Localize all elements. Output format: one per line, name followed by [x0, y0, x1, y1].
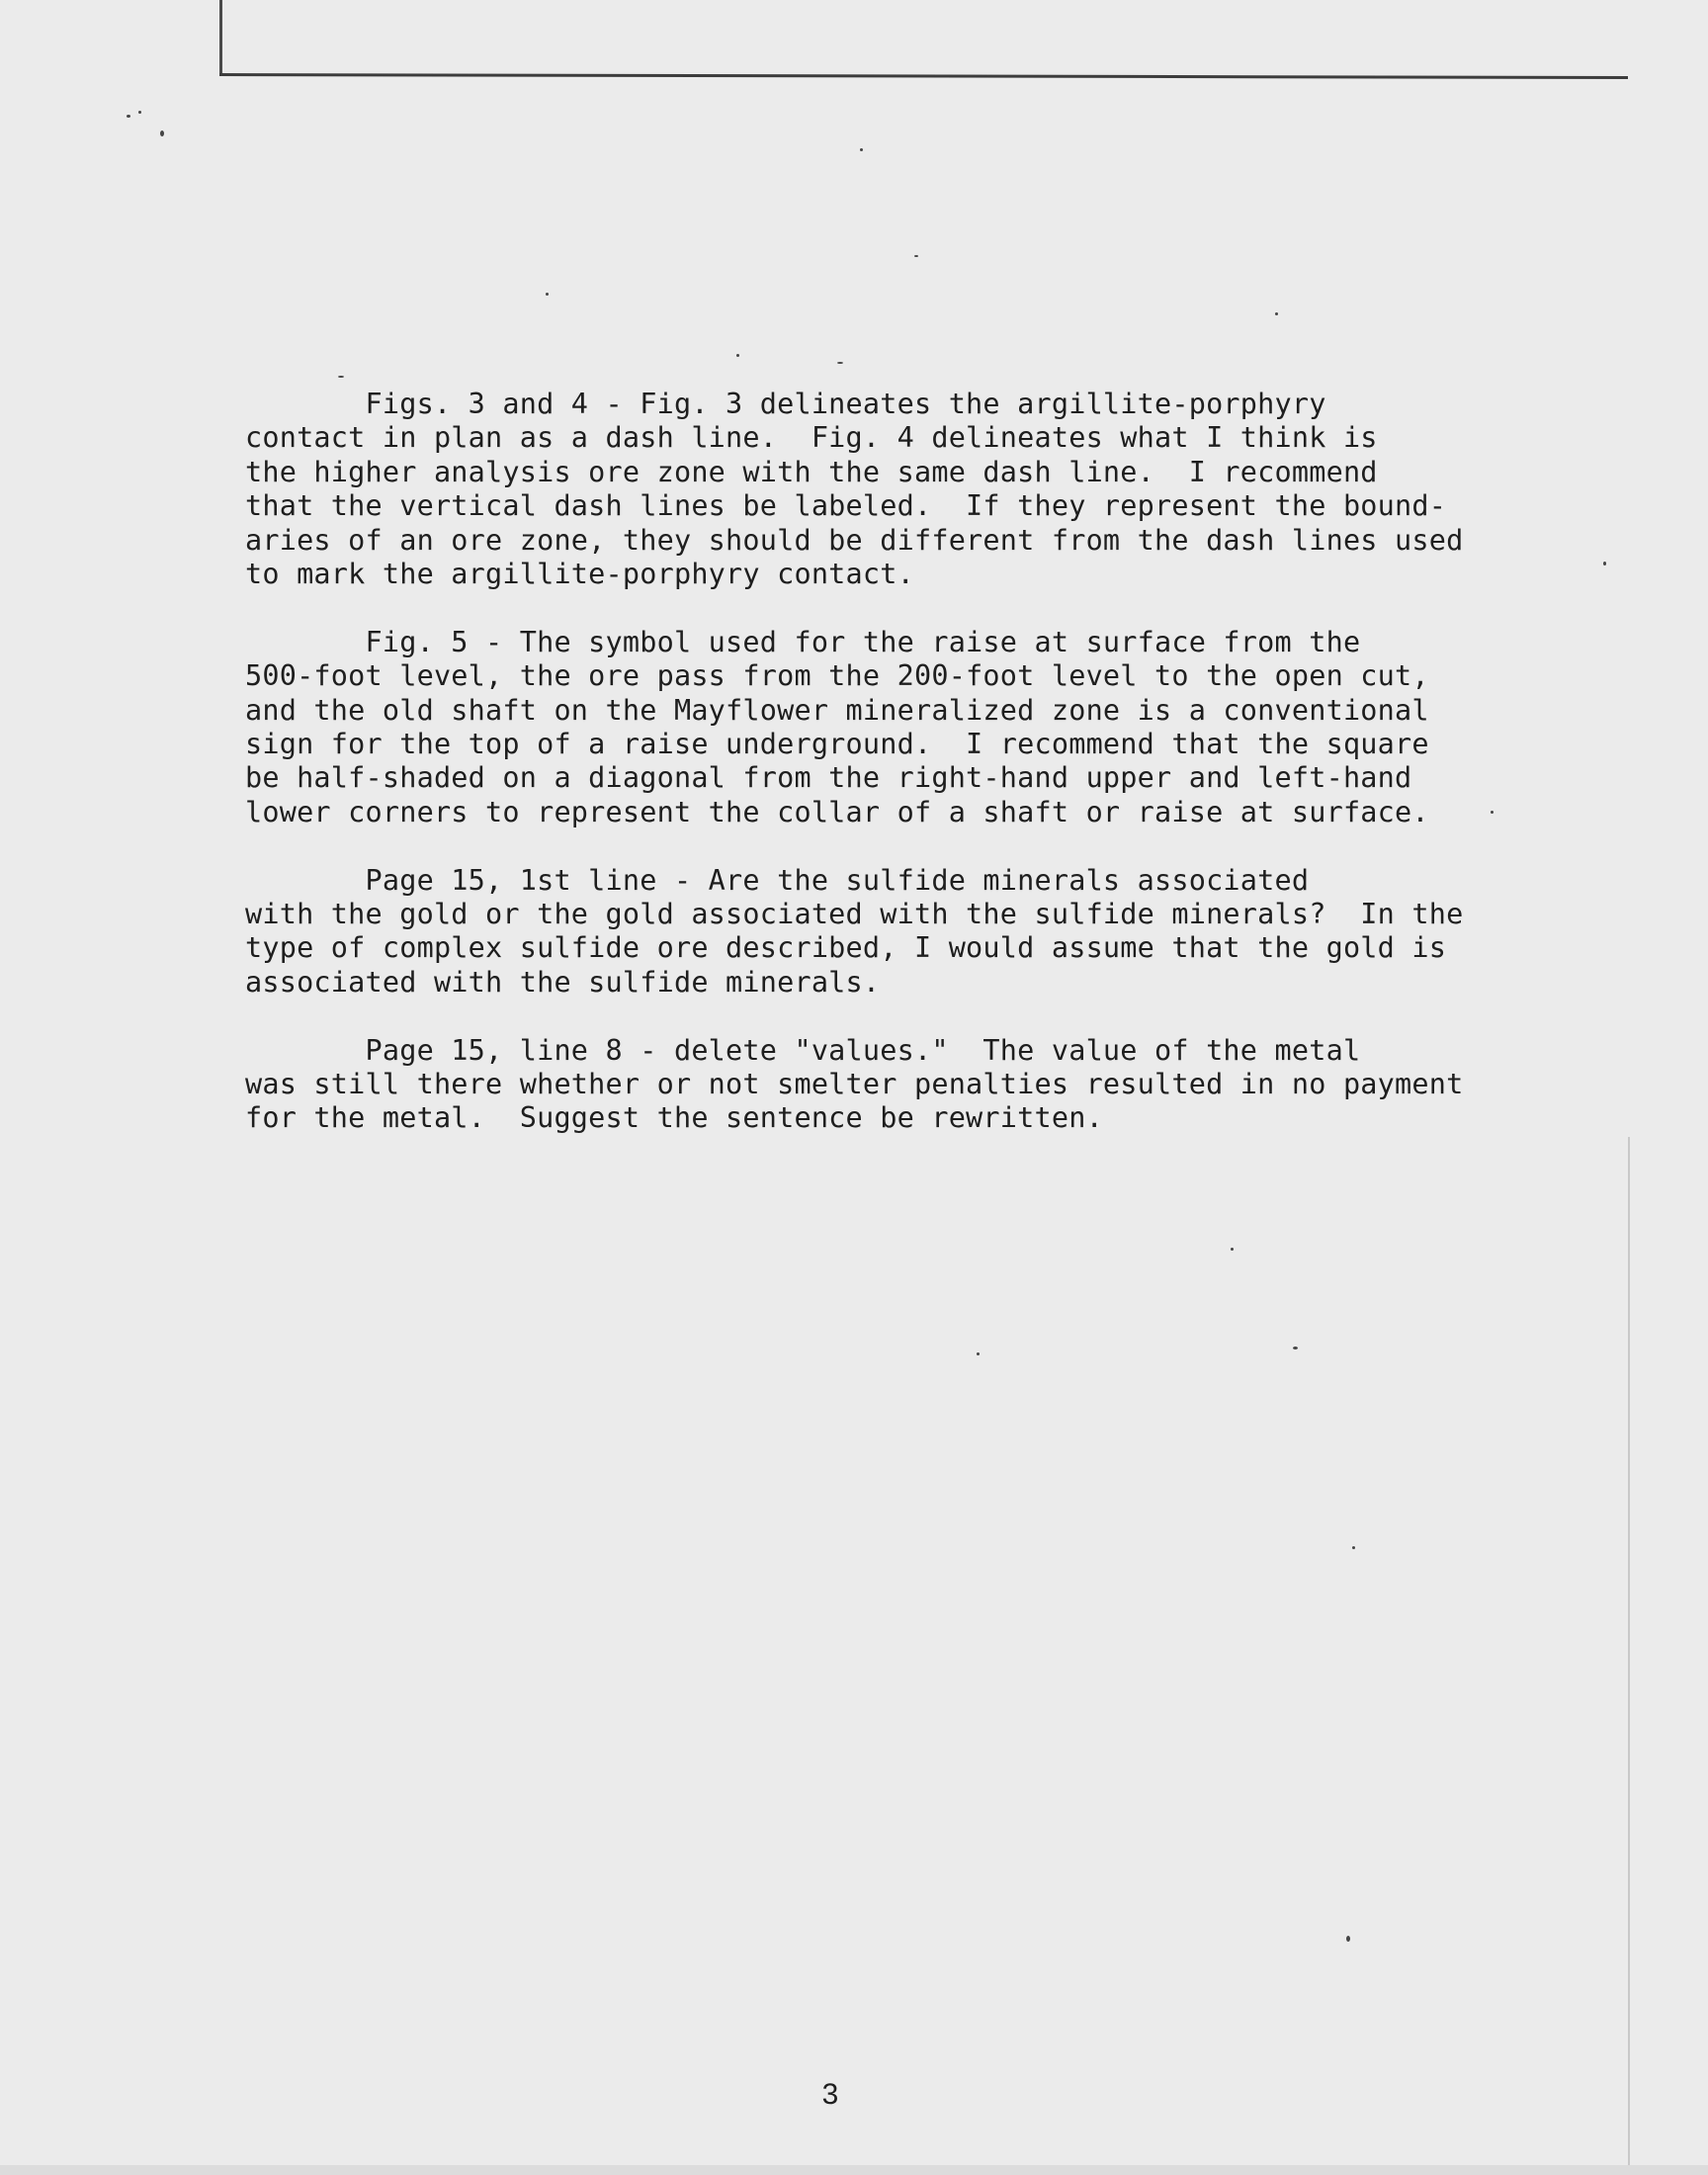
text-line: associated with the sulfide minerals.	[245, 965, 881, 999]
scan-speck	[977, 1352, 980, 1355]
text-line: Page 15, 1st line - Are the sulfide minerals associated	[245, 863, 1310, 897]
scan-speck	[860, 148, 863, 151]
scan-border-right	[1628, 1137, 1630, 2175]
text-line: the higher analysis ore zone with the same dash line. I recommend	[245, 455, 1378, 488]
text-line: lower corners to represent the collar of a shaft or raise at surface.	[245, 795, 1429, 828]
text-line: for the metal. Suggest the sentence be rewritten.	[245, 1101, 1103, 1135]
scan-speck	[1293, 1347, 1298, 1349]
scan-speck	[1231, 1248, 1234, 1251]
text-line: Fig. 5 - The symbol used for the raise at surface from the	[245, 625, 1361, 658]
scan-speck	[1275, 312, 1278, 315]
scan-speck	[546, 293, 549, 296]
paragraph-fig-5	[245, 626, 1451, 829]
text-line: sign for the top of a raise underground. I recommend that the square	[245, 728, 1429, 761]
scan-border-bottom	[0, 2165, 1708, 2175]
scan-border-left	[219, 0, 222, 76]
text-line: and the old shaft on the Mayflower mineralized zone is a conventional	[245, 693, 1429, 727]
text-line: Figs. 3 and 4 - Fig. 3 delineates the argillite-porphyry	[245, 388, 1326, 420]
text-line: with the gold or the gold associated with the sulfide minerals? In the	[245, 898, 1464, 931]
scan-speck	[1346, 1936, 1350, 1942]
text-line: was still there whether or not smelter penalties resulted in no payment	[245, 1068, 1464, 1101]
scan-speck	[914, 255, 918, 257]
page-number: 3	[821, 2078, 839, 2111]
memo-body	[245, 388, 1464, 1170]
scan-speck	[1603, 562, 1606, 566]
text-line: aries of an ore zone, they should be different from the dash lines used	[245, 523, 1464, 557]
scan-border-top	[219, 73, 1628, 79]
text-line: be half-shaded on a diagonal from the right-hand upper and left-hand	[245, 761, 1412, 795]
text-line: contact in plan as a dash line. Fig. 4 delineates what I think is	[245, 421, 1378, 455]
text-line: type of complex sulfide ore described, I would assume that the gold is	[245, 931, 1447, 965]
scan-speck	[160, 130, 164, 136]
scan-speck	[1491, 811, 1494, 814]
scan-speck	[127, 115, 130, 118]
scan-speck	[138, 111, 141, 114]
scan-speck	[338, 376, 344, 378]
text-line: Page 15, line 8 - delete "values." The value of the metal	[245, 1033, 1361, 1067]
scan-speck	[837, 362, 843, 364]
paragraph-page-15-line-1	[245, 863, 1464, 1000]
text-line: that the vertical dash lines be labeled. If they represent the bound-	[245, 489, 1447, 523]
text-line: to mark the argillite-porphyry contact.	[245, 558, 914, 591]
paragraph-figs-3-4	[245, 388, 1464, 591]
scan-speck	[736, 354, 739, 357]
scan-speck	[1352, 1546, 1355, 1549]
paragraph-page-15-line-8	[245, 1033, 1464, 1136]
text-line: 500-foot level, the ore pass from the 200-foot level to the open cut,	[245, 659, 1429, 693]
